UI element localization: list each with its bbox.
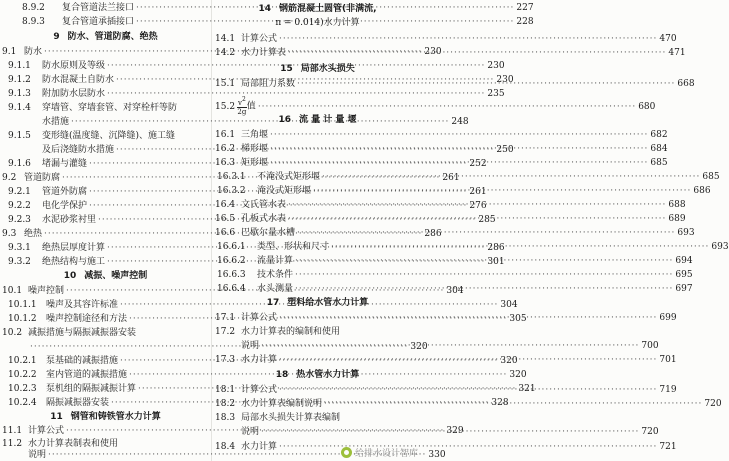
toc-entry: 9.3.2 绝热结构与施工 ····· 301	[2, 256, 209, 268]
toc-entry: 17.3 水力计算 ····· 701	[215, 354, 420, 366]
toc-entry: 10.1.1 噪声及其容许标准 ····· 304	[2, 299, 209, 311]
toc-entry: 16.3.2 淹没式矩形堰 ····· 686	[215, 185, 420, 197]
toc-entry: 10.2.2 室内管道的减振措施 ····· 320	[2, 369, 209, 381]
chapter-heading: 11 钢管和铸铁管水力计算	[50, 412, 161, 422]
toc-entry: 16.6.3 技术条件 ····· 695	[215, 269, 420, 281]
wechat-logo-icon	[341, 447, 352, 458]
toc-entry: 9.2.3 水泥砂浆衬里 ····· 285	[2, 214, 209, 226]
toc-entry: 16.1 三角堰 ····· 682	[215, 129, 420, 141]
toc-entry-continuation: ····· 320	[2, 341, 209, 353]
toc-entry: 16.6.2 流量计算 ····· 694	[215, 255, 420, 267]
toc-entry: 9.2 管道防腐 ····· 261	[2, 172, 209, 184]
toc-entry: 10.2.1 泵基础的减振措施 ····· 320	[2, 355, 209, 367]
toc-entry: 18.3 局部水头损失计算表编制	[215, 413, 341, 423]
toc-entry: 9.1 防水 ····· 230	[2, 46, 209, 58]
toc-entry: 10.1.2 噪声控制途径和方法 ····· 305	[2, 313, 209, 325]
toc-entry: 16.3.1 不淹没式矩形堰 ····· 685	[215, 171, 420, 183]
toc-entry: 10.2.4 隔振减振器安装 ····· 328	[2, 397, 209, 409]
toc-entry: 18.1 计算公式 ····· 719	[215, 384, 420, 396]
chapter-heading: 18 热水管水力计算	[275, 370, 360, 380]
toc-entry: 11.1 计算公式 ····· 329	[2, 425, 209, 437]
toc-entry: 18.4 水力计算 ····· 721	[215, 441, 332, 453]
toc-entry-continuation: 水措施 ····· 248	[2, 116, 209, 128]
toc-entry: 9.1.2 防水混凝土自防水 ····· 230	[2, 74, 209, 86]
toc-entry-continuation: 说明 ····· 330	[2, 449, 209, 461]
toc-entry: 14.1 计算公式 ····· 470	[215, 33, 420, 45]
toc-entry: 8.9.3 复合管道承插接口 ····· 228	[2, 16, 209, 28]
toc-entry: 18.2 水力计算表编制说明 ····· 720	[215, 398, 420, 410]
toc-entry: 9.3 绝热 ····· 286	[2, 228, 209, 240]
toc-entry: 9.1.1 防水原则及等级 ····· 230	[2, 60, 209, 72]
toc-entry: 16.2 梯形堰 ····· 684	[215, 143, 420, 155]
toc-entry: 9.3.1 绝热层厚度计算 ····· 286	[2, 242, 209, 254]
toc-entry: 9.1.6 堵漏与灌缝 ····· 252	[2, 158, 209, 170]
formula-v2-over-2g: $\frac{v2}{2g}$ 值	[237, 96, 256, 116]
toc-entry: 15.1 局部阻力系数 ····· 668	[215, 78, 420, 90]
toc-entry-continuation: 说明 ····· 720	[215, 426, 420, 438]
toc-entry: 16.6.1 类型、形状和尺寸 ····· 693	[215, 241, 420, 253]
toc-entry: 16.6 巴歇尔量水槽 ····· 693	[215, 227, 420, 239]
toc-entry: 17.1 计算公式 ····· 699	[215, 312, 420, 324]
toc-entry: 9.2.2 电化学保护 ····· 276	[2, 200, 209, 212]
chapter-heading: 10 减振、噪声控制	[63, 271, 148, 281]
chapter-heading: 17 塑料给水管水力计算	[266, 298, 369, 308]
toc-entry: 16.4 文氏管水表 ····· 688	[215, 199, 420, 211]
chapter-heading-continuation: n = 0.014)水力计算	[275, 18, 360, 28]
toc-entry-continuation: 及后浇缝防水措施 ····· 250	[2, 144, 209, 156]
toc-entry: 9.1.5 变形缝(温度缝、沉降缝)、施工缝	[8, 131, 176, 141]
watermark: 给排水设计智库	[341, 446, 418, 459]
toc-entry: 9.1.3 附加防水层防水 ····· 235	[2, 88, 209, 100]
toc-entry: 17.2 水力计算表的编制和使用	[215, 327, 341, 337]
toc-entry: 10.1 噪声控制 ····· 304	[2, 285, 209, 297]
toc-entry: 16.5 孔板式水表 ····· 689	[215, 213, 420, 225]
toc-entry: 14.2 水力计算表 ····· 471	[215, 47, 420, 59]
toc-entry: 15.2 $\frac{v2}{2g}$ 值 ····· 680	[215, 96, 420, 116]
toc-entry: 11.2 水力计算表制表和使用	[2, 439, 119, 449]
chapter-heading: 9 防水、管道防腐、绝热	[53, 32, 158, 42]
toc-entry: 10.2.3 泵机组的隔振减振计算 ····· 321	[2, 383, 209, 395]
toc-entry: 16.6.4 水头测量 ····· 697	[215, 283, 420, 295]
toc-entry: 9.1.4 穿墙管、穿墙套管、对穿栓杆等防	[8, 103, 178, 113]
chapter-heading: 16 流 量 计 量 堰	[278, 115, 357, 125]
toc-entry: 9.2.1 管道外防腐 ····· 261	[2, 186, 209, 198]
toc-entry: 8.9.2 复合管道法兰接口 ····· 227	[2, 2, 209, 14]
toc-entry: 10.2 减振措施与隔振减振器安装	[2, 328, 137, 338]
toc-entry: 16.3 矩形堰 ····· 685	[215, 157, 420, 169]
chapter-heading: 14 钢筋混凝土圆管(非满流,	[258, 4, 377, 14]
toc-entry-continuation: 说明 ····· 700	[215, 340, 420, 352]
chapter-heading: 15 局部水头损失	[280, 64, 355, 74]
